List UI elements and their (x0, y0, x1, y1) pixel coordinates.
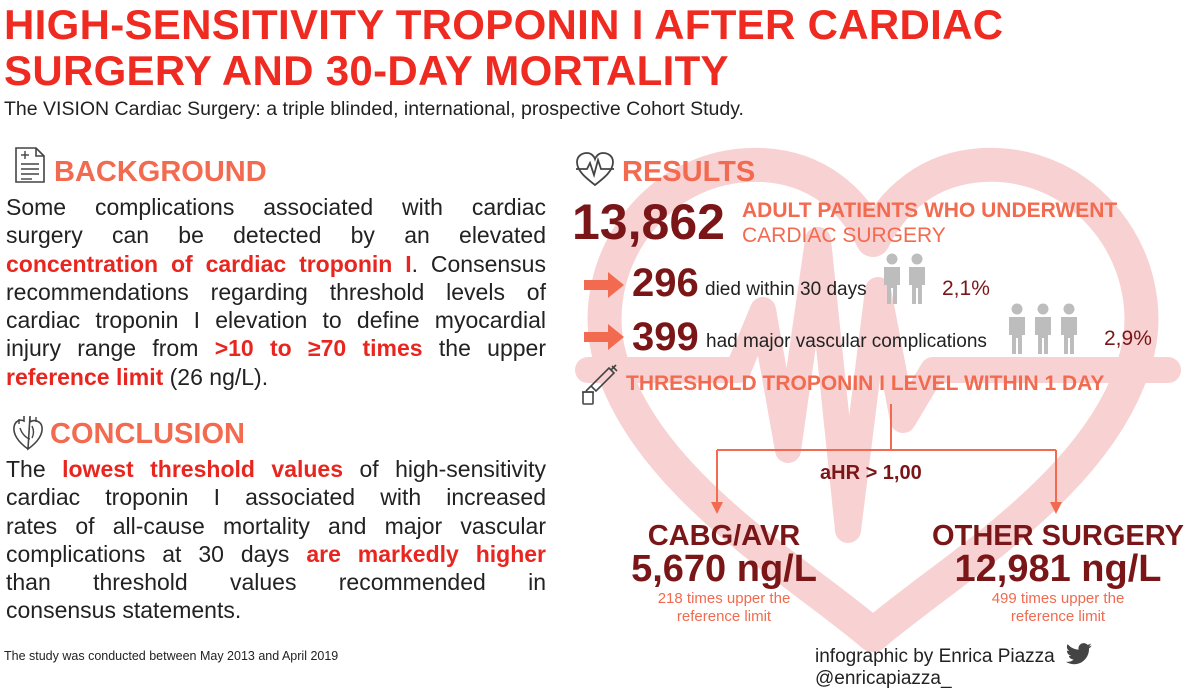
died-percent: 2,1% (942, 277, 990, 300)
background-text-segment: the upper (422, 335, 546, 362)
background-line (6, 363, 546, 391)
cabg-value: 5,670 ng/L (631, 548, 817, 590)
twitter-handle: @enricapiazza_ (815, 668, 952, 689)
conclusion-line (6, 455, 546, 483)
other-note-1: 499 times upper the (991, 590, 1125, 607)
credit-line (815, 643, 1200, 690)
twitter-bird-icon (1064, 643, 1094, 665)
cabg-label: CABG/AVR (647, 520, 801, 552)
conclusion-highlight: lowest threshold values (62, 456, 344, 482)
threshold-heading: THRESHOLD TROPONIN I LEVEL WITHIN 1 DAY (626, 372, 1105, 395)
background-text-segment: recommendations regarding threshold levels of (6, 278, 546, 305)
ahr-label: aHR > 1,00 (820, 462, 922, 484)
died-label: died within 30 days (705, 279, 867, 300)
conclusion-text-segment: rates of all-cause mortality and major vascular (6, 512, 546, 539)
conclusion-heading: CONCLUSION (50, 418, 245, 450)
background-highlight: >10 to ≥70 times (214, 335, 423, 362)
background-line (6, 221, 546, 249)
two-persons-icon (878, 252, 932, 306)
syringe-vial-icon (580, 362, 620, 406)
arrow-right-icon (584, 324, 624, 350)
conclusion-text-segment: complications at 30 days (6, 540, 307, 567)
background-text-segment: (26 ng/L). (163, 363, 269, 390)
patients-label-2: CARDIAC SURGERY (742, 224, 946, 247)
patients-number: 13,862 (572, 194, 725, 250)
background-text-segment: cardiac troponin I elevation to define myocardial (6, 307, 546, 334)
conclusion-line (6, 483, 546, 511)
other-label: OTHER SURGERY (932, 520, 1184, 552)
branch-connector (700, 398, 1070, 520)
conclusion-line (6, 596, 546, 624)
results-heading: RESULTS (622, 156, 756, 188)
background-line (6, 278, 546, 306)
other-value: 12,981 ng/L (954, 548, 1162, 590)
document-icon (14, 146, 46, 184)
conclusion-text-segment: of high-sensitivity (343, 456, 546, 482)
background-highlight: concentration of cardiac troponin I (6, 250, 412, 277)
background-line (6, 193, 546, 221)
study-period-note: The study was conducted between May 2013 and April 2019 (4, 649, 339, 663)
vascular-label: had major vascular complications (706, 331, 987, 352)
three-persons-icon (1004, 302, 1082, 356)
patients-label-1: ADULT PATIENTS WHO UNDERWENT (742, 199, 1118, 222)
conclusion-line (6, 512, 546, 540)
background-text (6, 193, 546, 391)
conclusion-text-segment: The (6, 456, 63, 482)
cabg-note-2: reference limit (676, 608, 772, 625)
cabg-note-1: 218 times upper the (657, 590, 791, 607)
conclusion-line (6, 540, 546, 568)
conclusion-text-segment: than threshold values recommended in (6, 569, 546, 596)
conclusion-highlight: are markedly higher (306, 540, 546, 567)
background-line (6, 250, 546, 278)
conclusion-text (6, 455, 546, 625)
conclusion-line (6, 568, 546, 596)
arrow-right-icon (584, 272, 624, 298)
conclusion-text-segment: cardiac troponin I associated with increased (6, 484, 546, 511)
background-line (6, 334, 546, 362)
died-number: 296 (632, 261, 699, 305)
background-highlight: reference limit (6, 363, 164, 390)
infographic-subtitle: The VISION Cardiac Surgery: a triple blinded, international, prospective Cohort Study. (4, 98, 744, 120)
background-text-segment: Some complications associated with cardiac (6, 194, 546, 220)
conclusion-text-segment: consensus statements. (6, 597, 242, 624)
heart-anatomy-icon (10, 414, 46, 452)
vascular-number: 399 (632, 315, 699, 359)
background-text-segment: . Consensus (411, 250, 546, 277)
other-note-2: reference limit (1010, 608, 1106, 625)
background-text-segment: surgery can be detected by an elevated (6, 222, 546, 249)
heartbeat-icon (574, 150, 616, 188)
background-text-segment: injury range from (6, 335, 215, 362)
infographic-title: HIGH-SENSITIVITY TROPONIN I AFTER CARDIAC SURGERY AND 30-DAY MORTALITY (4, 1, 1004, 94)
vascular-percent: 2,9% (1104, 327, 1152, 350)
background-heading: BACKGROUND (54, 156, 267, 188)
background-line (6, 306, 546, 334)
credit-text: infographic by Enrica Piazza (815, 646, 1055, 667)
